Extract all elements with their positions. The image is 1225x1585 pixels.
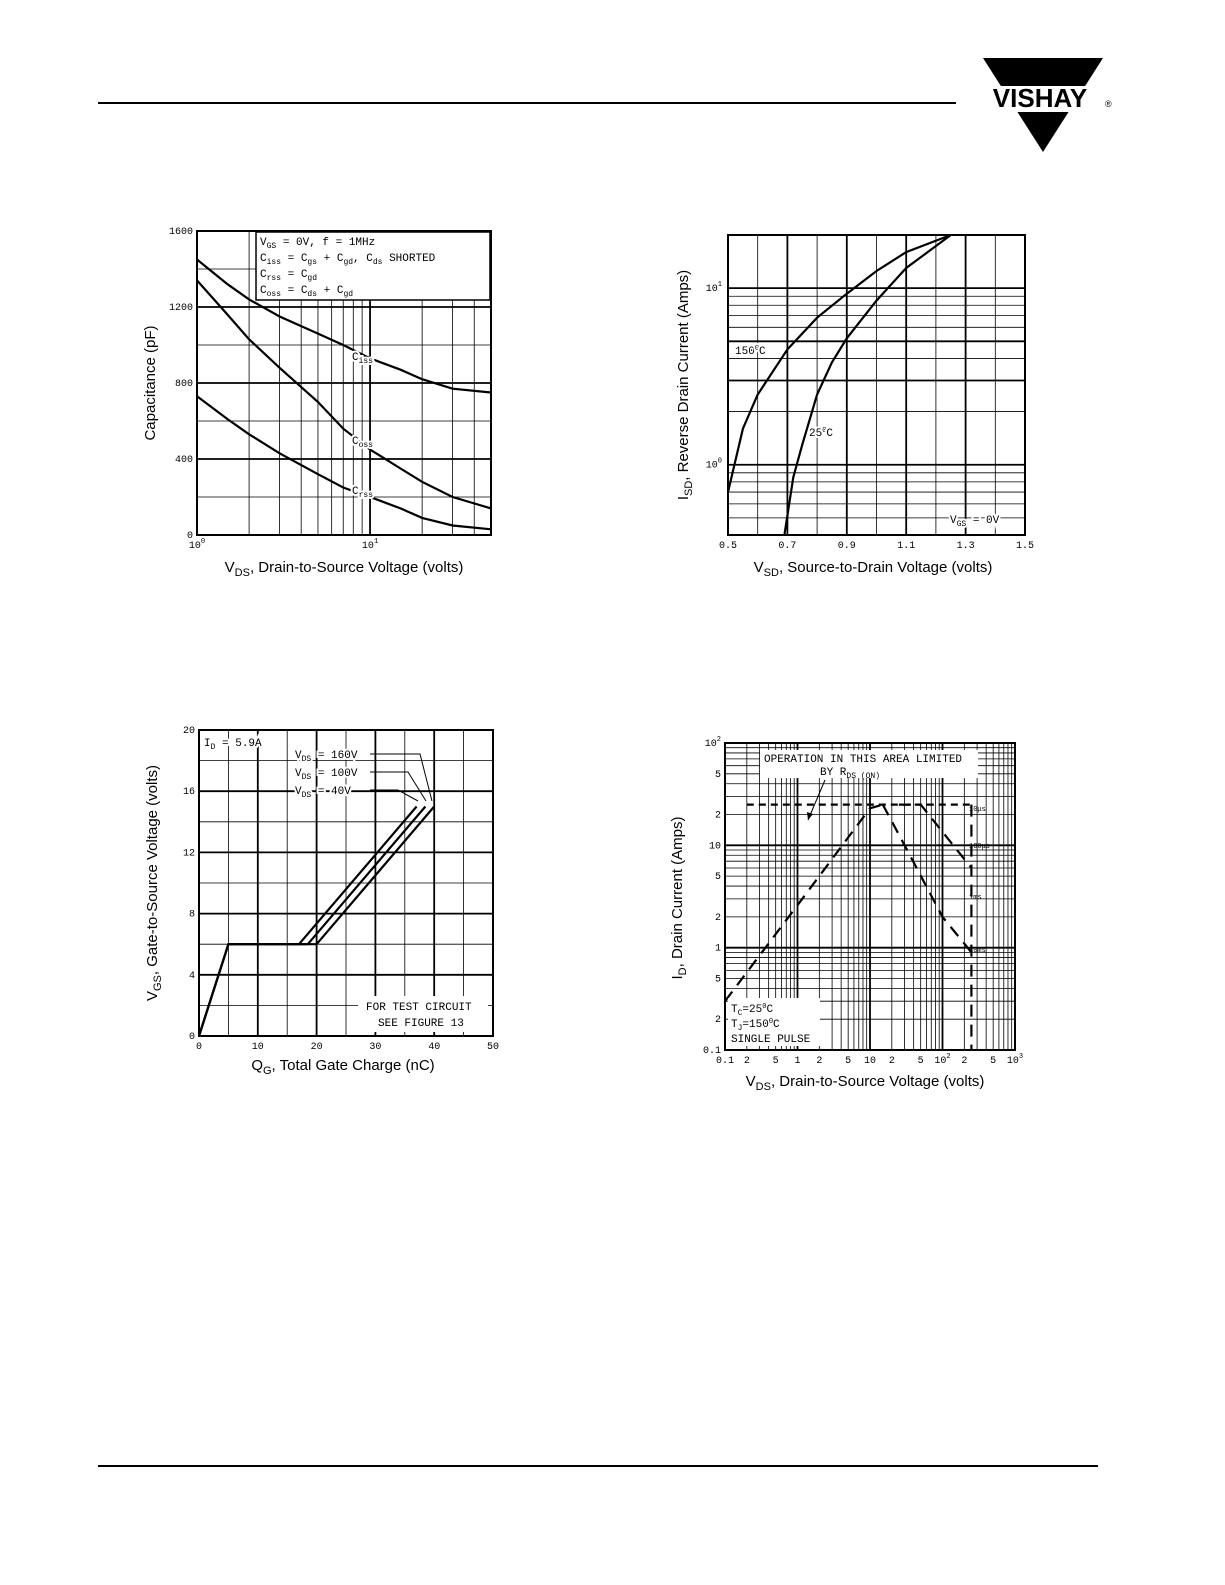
x-axis-label: $V_{SD}$, Source-to-Drain Voltage (volts) — [753, 559, 993, 579]
x-tick-10: 2 — [961, 1056, 968, 1067]
cond-tc: $T_C=25^0C$ — [731, 1003, 774, 1018]
series-line-1 — [784, 235, 950, 535]
series-label-ciss: $C_{iss}$ — [352, 352, 374, 366]
x-tick-1: 0.7 — [778, 541, 797, 552]
y-tick-2: 8 — [188, 909, 195, 921]
x-axis-label: $Q_G$, Total Gate Charge (nC) — [251, 1057, 435, 1077]
y-tick-4: 1600 — [168, 227, 193, 238]
x-tick-2: 20 — [310, 1042, 323, 1053]
top-rule — [98, 102, 956, 104]
y-tick-8: 5 — [714, 769, 721, 781]
vds-40-label: $V_{DS} = 40V$ — [295, 786, 351, 800]
x-tick-8: 5 — [917, 1056, 924, 1067]
y-tick-4: 16 — [182, 787, 195, 799]
y-tick-9: $10^2$ — [704, 736, 721, 750]
x-tick-12: $10^3$ — [1006, 1053, 1024, 1067]
y-axis-label: $I_{SD}$, Reverse Drain Current (Amps) — [675, 269, 695, 501]
y-tick-5: 20 — [182, 726, 195, 737]
vds-100-label: $V_{DS} = 100V$ — [295, 768, 358, 782]
y-tick-4: 2 — [714, 912, 721, 924]
area-note-1: OPERATION IN THIS AREA LIMITED — [764, 754, 963, 766]
y-tick-3: 1200 — [168, 303, 193, 314]
x-tick-0: 0 — [195, 1042, 203, 1053]
y-tick-1: 2 — [714, 1015, 721, 1027]
cond-pulse: SINGLE PULSE — [731, 1034, 811, 1046]
y-tick-7: 2 — [714, 810, 721, 822]
legend-line-2: $C_{iss} = C_{gs} + C_{gd}$, $C_{ds}$ SHORTED — [260, 253, 436, 267]
legend-line-1: $V_{GS} = 0V$, f = 1MHz — [260, 237, 376, 251]
y-axis-label: $V_{GS}$, Gate-to-Source Voltage (volts) — [144, 764, 164, 1002]
grid — [728, 235, 1025, 535]
chart-safe-operating-area — [670, 730, 1050, 1100]
series-line-3 — [883, 805, 972, 953]
x-tick-3: 1 — [794, 1056, 801, 1067]
vishay-logo — [975, 55, 1115, 155]
vds-160-label: $V_{DS} = 160V$ — [295, 750, 358, 764]
series-line-1 — [197, 280, 491, 508]
x-axis-label: $V_{DS}$, Drain-to-Source Voltage (volts) — [224, 559, 464, 579]
x-tick-2: 0.9 — [837, 541, 856, 552]
leader-100 — [370, 772, 426, 801]
x-tick-3: 1.1 — [897, 541, 916, 552]
x-tick-4: 1.3 — [956, 541, 975, 552]
y-tick-0: 0 — [188, 1032, 195, 1043]
x-tick-11: 5 — [990, 1056, 997, 1067]
y-tick-6: 10 — [708, 841, 721, 853]
series-line-2 — [197, 396, 491, 529]
label-10ms: 10ms — [969, 947, 986, 955]
logo-mark: ® — [1105, 99, 1112, 109]
x-tick-0: $10^0$ — [188, 538, 206, 552]
label-10us: 10μs — [969, 806, 986, 814]
label-1ms: 1ms — [969, 894, 982, 902]
x-tick-3: 30 — [369, 1042, 382, 1053]
legend-line-4: $C_{oss} = C_{ds} + C_{gd}$ — [260, 285, 354, 299]
area-note-2: BY $R_{DS (ON)}$ — [820, 767, 881, 781]
y-tick-5: 5 — [714, 872, 721, 884]
y-tick-3: 12 — [182, 848, 195, 860]
bottom-rule — [98, 1465, 1098, 1467]
x-tick-1: $10^1$ — [361, 538, 379, 552]
x-tick-2: 5 — [772, 1056, 779, 1067]
x-tick-6: 10 — [863, 1056, 877, 1067]
label-100us: 100μs — [969, 843, 991, 851]
cond-tj: $T_J=150^0C$ — [731, 1018, 780, 1033]
y-tick-1: 400 — [174, 455, 193, 466]
x-tick-4: 40 — [428, 1042, 441, 1053]
chart-capacitance — [130, 220, 510, 590]
y-axis-label: $I_D$, Drain Current (Amps) — [669, 816, 689, 980]
y-tick-0: 0 — [186, 531, 193, 542]
legend-line-3: $C_{rss} = C_{gd}$ — [260, 269, 318, 283]
series-label-25c: $25^0C$ — [809, 427, 834, 440]
x-tick-5: 5 — [845, 1056, 852, 1067]
vgs-annotation: $V_{GS} = 0V$ — [950, 515, 1000, 529]
series-line-0 — [728, 235, 951, 492]
y-tick-1: 4 — [188, 970, 195, 982]
y-tick-3: 1 — [714, 943, 721, 955]
chart-gate-charge — [130, 718, 510, 1088]
test-note-1: FOR TEST CIRCUIT — [366, 1002, 472, 1014]
y-tick-2: 800 — [174, 379, 193, 390]
id-note: $I_D = 5.9A$ — [204, 738, 262, 752]
x-tick-0: 0.1 — [715, 1056, 735, 1067]
y-tick-1: $10^1$ — [705, 281, 722, 296]
x-tick-5: 1.5 — [1015, 541, 1035, 552]
x-tick-0: 0.5 — [718, 541, 738, 552]
x-tick-1: 10 — [251, 1042, 264, 1053]
y-tick-0: 0.1 — [702, 1046, 721, 1057]
y-axis-label: Capacitance (pF) — [142, 325, 159, 441]
x-tick-9: $10^2$ — [934, 1053, 951, 1067]
series-label-crss: $C_{rss}$ — [352, 486, 374, 500]
x-tick-7: 2 — [888, 1056, 895, 1067]
x-tick-4: 2 — [816, 1056, 823, 1067]
leader-160 — [370, 754, 432, 801]
test-note-2: SEE FIGURE 13 — [378, 1018, 464, 1030]
x-axis-label: $V_{DS}$, Drain-to-Source Voltage (volts) — [745, 1073, 985, 1093]
x-tick-1: 2 — [743, 1056, 750, 1067]
chart-reverse-drain — [670, 220, 1050, 590]
y-tick-0: $10^0$ — [705, 457, 722, 472]
series-label-150c: $150^0C$ — [735, 345, 766, 358]
y-tick-2: 5 — [714, 974, 721, 986]
x-tick-5: 50 — [486, 1042, 500, 1053]
logo-text: VISHAY — [992, 83, 1088, 113]
series-label-coss: $C_{oss}$ — [352, 436, 374, 450]
